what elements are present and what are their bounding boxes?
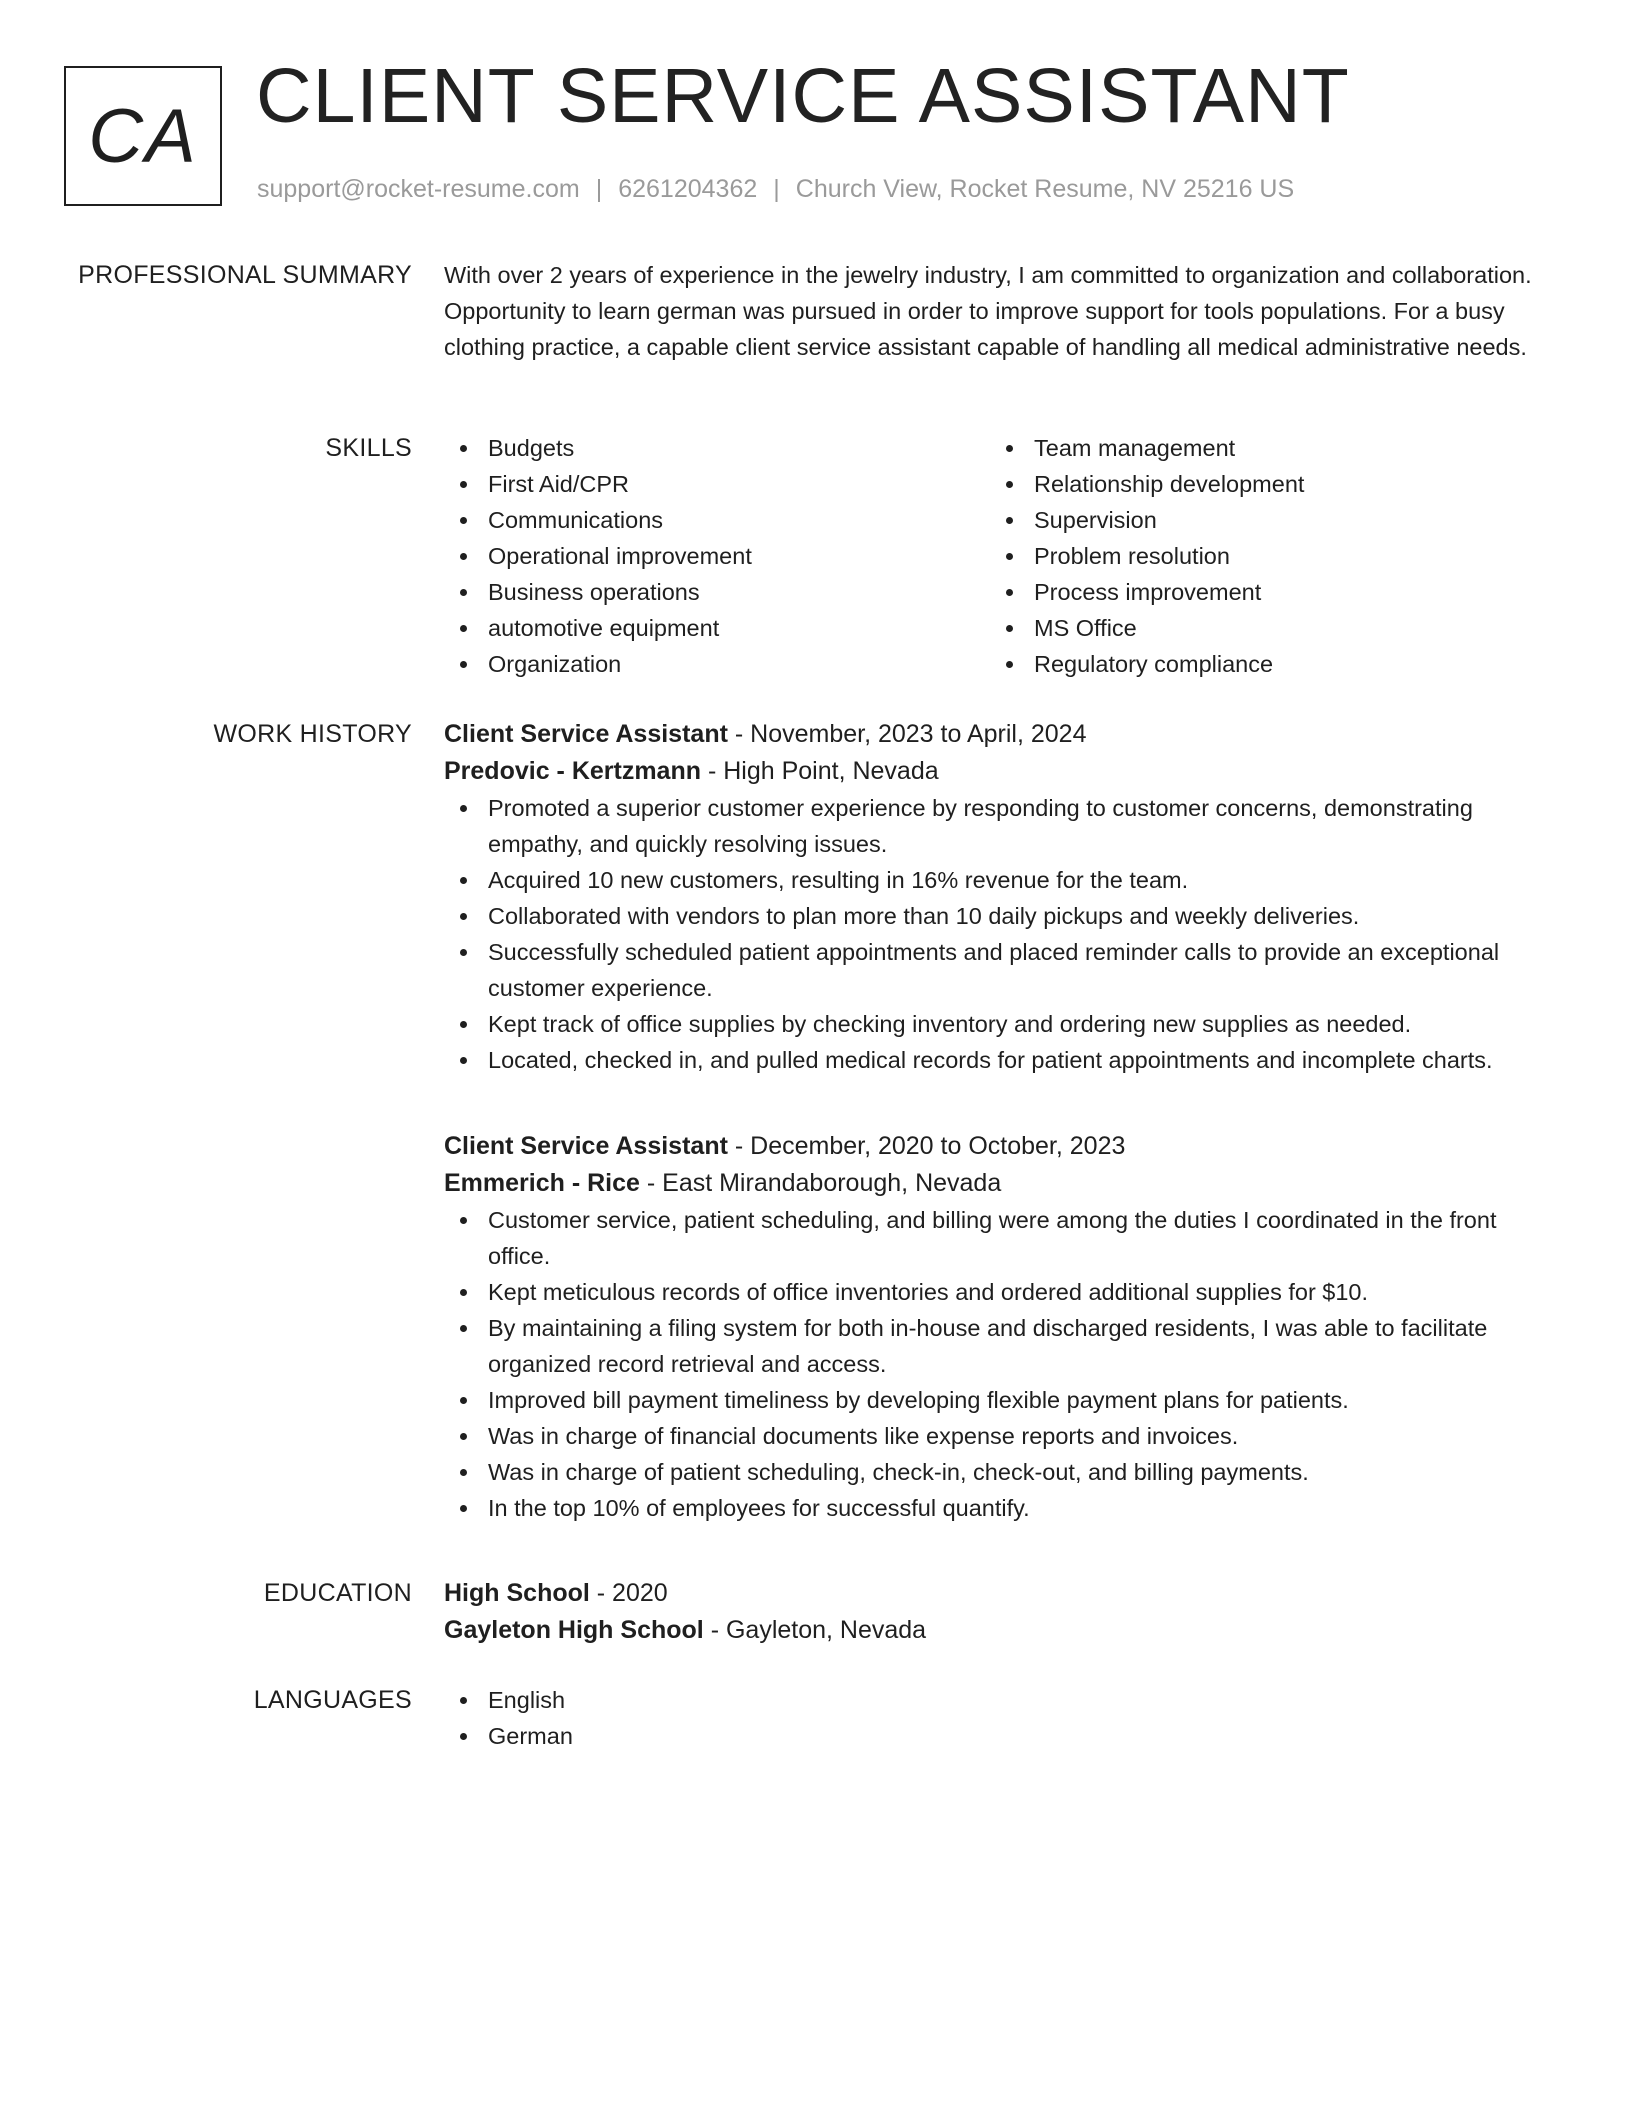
job-duty-item: Collaborated with vendors to plan more than 10 daily pickups and weekly deliveries. [444, 898, 1564, 934]
skill-item: MS Office [990, 610, 1536, 646]
contact-separator: | [773, 175, 780, 203]
languages-heading: LANGUAGES [253, 1686, 412, 1714]
job-duty-item: In the top 10% of employees for successful quantify. [444, 1490, 1564, 1526]
job-company: Predovic - Kertzmann [444, 757, 702, 785]
skill-item: Organization [444, 646, 990, 682]
skill-item: Process improvement [990, 574, 1536, 610]
skill-item: Communications [444, 502, 990, 538]
language-item: English [444, 1682, 1564, 1718]
job-duty-item: Improved bill payment timeliness by developing flexible payment plans for patients. [444, 1382, 1564, 1418]
skills-heading: SKILLS [325, 434, 412, 462]
summary-heading: PROFESSIONAL SUMMARY [78, 261, 412, 289]
skill-item: Budgets [444, 430, 990, 466]
skill-item: automotive equipment [444, 610, 990, 646]
job-company-line [444, 753, 1564, 790]
skills-column-2 [990, 430, 1536, 682]
job-duty-item: Acquired 10 new customers, resulting in 16% revenue for the team. [444, 862, 1564, 898]
job-duty-item: Was in charge of financial documents like expense reports and invoices. [444, 1418, 1564, 1454]
resume-name-title: CLIENT SERVICE ASSISTANT [256, 53, 1350, 139]
job-entry [444, 1128, 1564, 1526]
work-history-heading: WORK HISTORY [213, 720, 412, 748]
skill-item: Problem resolution [990, 538, 1536, 574]
job-company: Emmerich - Rice [444, 1169, 640, 1197]
education-entry [444, 1575, 1564, 1649]
job-duty-item: Customer service, patient scheduling, and billing were among the duties I coordinated in the front office. [444, 1202, 1564, 1274]
skill-item: Operational improvement [444, 538, 990, 574]
language-item: German [444, 1718, 1564, 1754]
education-school: Gayleton High School [444, 1616, 704, 1644]
job-title: Client Service Assistant [444, 720, 728, 748]
job-dates: - November, 2023 to April, 2024 [727, 720, 1087, 748]
contact-separator: | [595, 175, 603, 203]
job-duty-item: Successfully scheduled patient appointments and placed reminder calls to provide an exceptional customer experience. [444, 934, 1564, 1006]
skill-item: Relationship development [990, 466, 1536, 502]
education-location: - Gayleton, Nevada [703, 1616, 927, 1644]
contact-email: support@rocket-resume.com [257, 175, 580, 203]
education-heading: EDUCATION [263, 1579, 412, 1607]
job-entry [444, 716, 1564, 1078]
skill-item: Team management [990, 430, 1536, 466]
education-degree: High School [444, 1579, 590, 1607]
job-duty-item: By maintaining a filing system for both in-house and discharged residents, I was able to facilitate organized record retrieval and access. [444, 1310, 1564, 1382]
job-dates: - December, 2020 to October, 2023 [727, 1132, 1126, 1160]
job-duty-item: Kept meticulous records of office inventories and ordered additional supplies for $10. [444, 1274, 1564, 1310]
contact-address: Church View, Rocket Resume, NV 25216 US [795, 175, 1295, 203]
contact-phone: 6261204362 [618, 175, 758, 203]
job-duty-item: Was in charge of patient scheduling, check-in, check-out, and billing payments. [444, 1454, 1564, 1490]
languages-body [444, 1682, 1564, 1754]
job-duty-item: Kept track of office supplies by checking inventory and ordering new supplies as needed. [444, 1006, 1564, 1042]
job-title-line [444, 1128, 1564, 1165]
job-title: Client Service Assistant [444, 1132, 728, 1160]
summary-text: With over 2 years of experience in the jewelry industry, I am committed to organization and collaboration. Opportunity to learn german was pursued in order to improve support for tools populations. For a busy clothing practice, a capable client service assistant capable of handling all medical administrative needs. [444, 262, 1532, 360]
summary-body [444, 257, 1564, 365]
job-title-line [444, 716, 1564, 753]
skills-list [444, 430, 1564, 682]
education-degree-line [444, 1575, 1564, 1612]
skill-item: Regulatory compliance [990, 646, 1536, 682]
job-location: - High Point, Nevada [701, 757, 939, 785]
languages-list [444, 1682, 1564, 1754]
job-duties-list [444, 790, 1564, 1078]
contact-line [257, 175, 1294, 204]
education-year: - 2020 [589, 1579, 668, 1607]
job-duty-item: Located, checked in, and pulled medical records for patient appointments and incomplete charts. [444, 1042, 1564, 1078]
job-company-line [444, 1165, 1564, 1202]
education-school-line [444, 1612, 1564, 1649]
skill-item: Supervision [990, 502, 1536, 538]
skill-item: First Aid/CPR [444, 466, 990, 502]
job-location: - East Mirandaborough, Nevada [639, 1169, 1002, 1197]
job-duties-list [444, 1202, 1564, 1526]
job-duty-item: Promoted a superior customer experience by responding to customer concerns, demonstrating empathy, and quickly resolving issues. [444, 790, 1564, 862]
skills-column-1 [444, 430, 990, 682]
monogram-initials: CA [64, 66, 222, 206]
skill-item: Business operations [444, 574, 990, 610]
